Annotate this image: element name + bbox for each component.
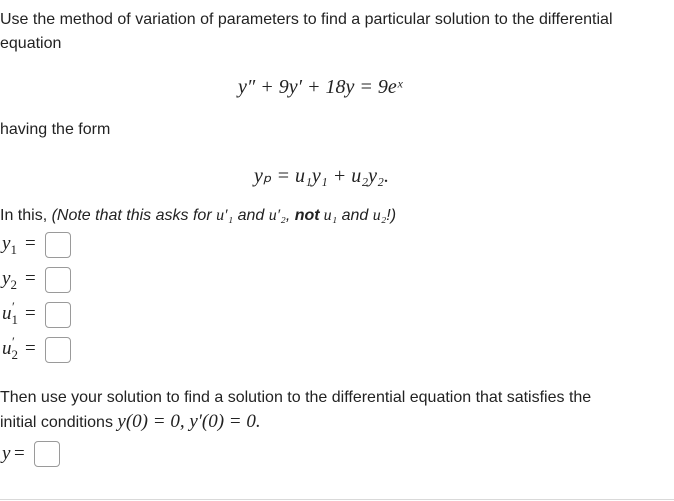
final-answer-label: y = [2, 443, 25, 464]
final-answer-row [2, 439, 60, 469]
answer-label-u2-prime: u ′ $_2$ = [2, 333, 36, 363]
followup-line-2: initial conditions y(0) = 0, y′(0) = 0. [0, 411, 261, 432]
answer-row-u1-prime [2, 300, 71, 330]
answer-input-y1[interactable] [45, 232, 71, 258]
particular-form-equation: yₚ = u₁y₁ + u₂y₂. [254, 165, 389, 187]
answer-label-y1: $y_1$ = [2, 232, 36, 258]
answer-label-y2: $y_2$ = [2, 267, 36, 293]
intro-line-1: Use the method of variation of parameters to find a particular solution to the differential [0, 11, 613, 28]
instruction-prefix: In this, [0, 207, 52, 224]
answer-input-u2-prime[interactable] [45, 337, 71, 363]
ode-equation: y″ + 9y′ + 18y = 9eˣ [238, 76, 403, 98]
followup-line-1: Then use your solution to find a solution to the differential equation that satisfies the [0, 389, 592, 406]
having-form-text: having the form [0, 121, 111, 138]
answer-row-u2-prime [2, 335, 71, 365]
answer-input-y2[interactable] [45, 267, 71, 293]
instruction-note: (Note that this asks for u′₁ and u′₂, not u₁ and u₂!) [51, 207, 397, 224]
initial-conditions: y(0) = 0, y′(0) = 0. [117, 411, 261, 432]
final-answer-input[interactable] [34, 441, 60, 467]
answer-label-u1-prime: u ′ $_1$ = [2, 298, 36, 328]
answer-input-u1-prime[interactable] [45, 302, 71, 328]
not-emphasis: not [294, 207, 320, 224]
intro-line-2: equation [0, 35, 62, 52]
answer-row-y2 [2, 265, 71, 295]
bottom-divider [0, 499, 674, 500]
answer-row-y1 [2, 230, 71, 260]
instruction-text [0, 204, 396, 228]
